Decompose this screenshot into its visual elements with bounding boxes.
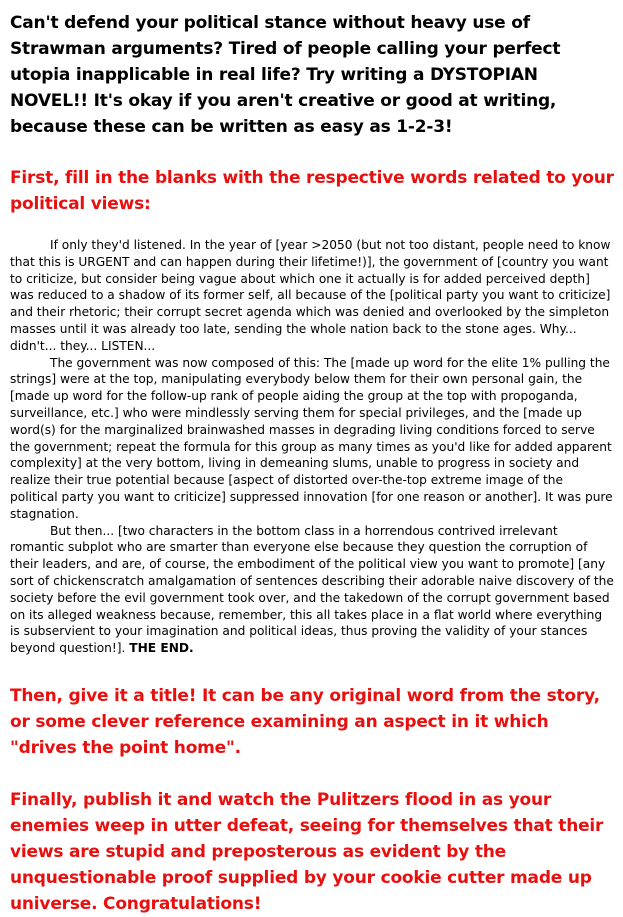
story-template	[10, 237, 614, 657]
story-paragraph-text: But then... [two characters in the bottom class in a horrendous contrived irrelevant romantic subplot who are smarter than everyone else because they question the corruption of their leaders, and are, of course, the embodiment of the political view you want to promote] [any sort of chickenscratch amalgamation of sentences describing their adorable naive discovery of the society before the evil government took over, and the takedown of the corrupt government based on its alleged weakness because, remember, this all takes place in a flat world where everything is subservient to your imagination and political ideas, thus proving the validity of your stances beyond question!].	[10, 523, 614, 656]
step-one-text: First, fill in the blanks with the respective words related to your political views:	[10, 168, 614, 214]
story-paragraph-final	[10, 523, 614, 657]
the-end-label: THE END.	[129, 641, 194, 656]
intro-text: Can't defend your political stance without heavy use of Strawman arguments? Tired of people calling your perfect utopia inapplicable in real life? Try writing a DYSTOPIAN NOVEL!! It's okay if you aren't creative or good at writing, because these can be written as easy as 1-2-3!	[10, 13, 561, 137]
story-paragraph: If only they'd listened. In the year of [year >2050 (but not too distant, people need to know that this is URGENT and can happen during their lifetime!)], the government of [country you want to criticize, but consider being vague about which one it actually is for added perceived depth] was reduced to a shadow of its former self, all because of the [political party you want to criticize] and their rhetoric; their corrupt secret agenda which was denied and overlooked by the simpleton masses until it was already too late, sending the whole nation back to the stone ages. Why... didn't... they... LISTEN...	[10, 238, 611, 353]
step-two-text: Then, give it a title! It can be any original word from the story, or some clever reference examining an aspect in it which "drives the point home".	[10, 685, 600, 758]
comic-page	[10, 10, 614, 917]
story-paragraph: The government was now composed of this: The [made up word for the elite 1% pulling the strings] were at the top, manipulating everybody below them for their own personal gain, the [made up word for the follow-up rank of people aiding the group at the top with propoganda, surveillance, etc.] who were mindlessly serving them for special privileges, and the [made up word(s) for the marginalized brainwashed masses in degrading living conditions forced to serve the government; repeat the formula for this group as many times as you'd like for added apparent complexity] at the very bottom, living in demeaning slums, unable to progress in society and realize their true potential because [aspect of distorted over-the-top extreme image of the political party you want to criticize] suppressed innovation [for one reason or another]. It was pure stagnation.	[10, 355, 613, 521]
step-three-text: Finally, publish it and watch the Pulitzers flood in as your enemies weep in utter defeat, seeing for themselves that their views are stupid and preposterous as evident by the unquestionable proof supplied by your cookie cutter made up universe. Congratulations!	[10, 789, 604, 914]
